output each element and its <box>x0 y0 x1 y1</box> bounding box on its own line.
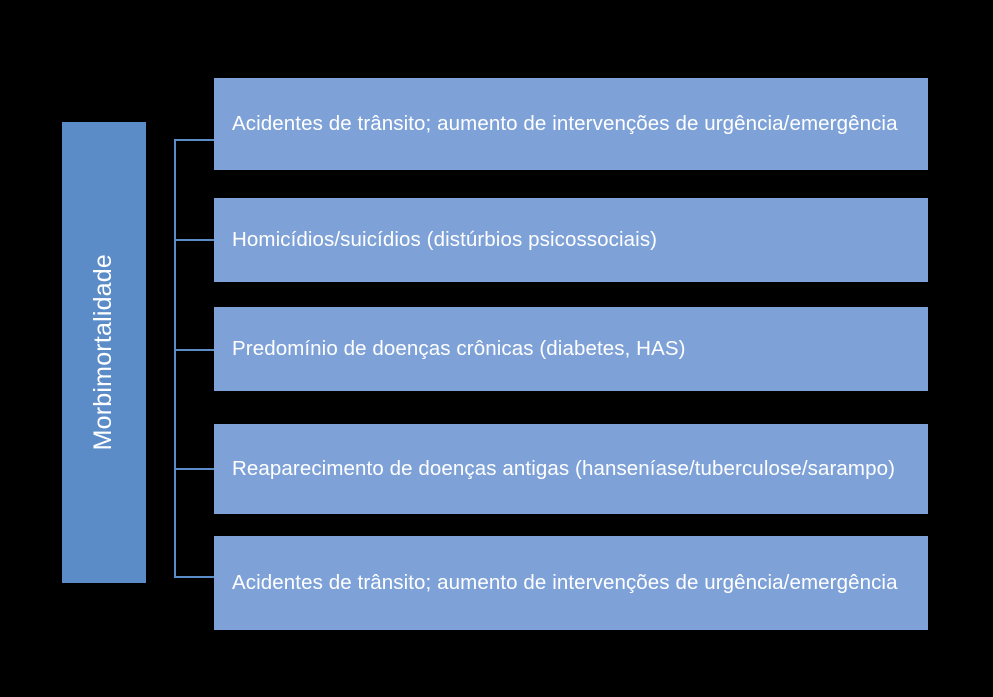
leaf-node-label: Predomínio de doenças crônicas (diabetes, HAS) <box>232 336 686 360</box>
leaf-node-label: Homicídios/suicídios (distúrbios psicossociais) <box>232 227 658 251</box>
leaf-node-label: Acidentes de trânsito; aumento de intervenções de urgência/emergência <box>232 111 898 135</box>
root-node-label: Morbimortalidade <box>89 254 118 451</box>
root-node-morbimortalidade <box>62 122 146 583</box>
leaf-node-label: Acidentes de trânsito; aumento de intervenções de urgência/emergência <box>232 570 898 594</box>
leaf-node-1 <box>214 78 928 170</box>
connector-branch-4 <box>174 468 214 470</box>
leaf-node-2 <box>214 198 928 282</box>
leaf-node-5 <box>214 536 928 630</box>
connector-trunk <box>174 139 176 576</box>
leaf-node-3 <box>214 307 928 391</box>
leaf-node-label: Reaparecimento de doenças antigas (hanseníase/tuberculose/sarampo) <box>232 456 895 480</box>
connector-branch-2 <box>174 239 214 241</box>
connector-branch-5 <box>174 576 214 578</box>
connector-branch-1 <box>174 139 214 141</box>
leaf-node-4 <box>214 424 928 514</box>
connector-branch-3 <box>174 349 214 351</box>
